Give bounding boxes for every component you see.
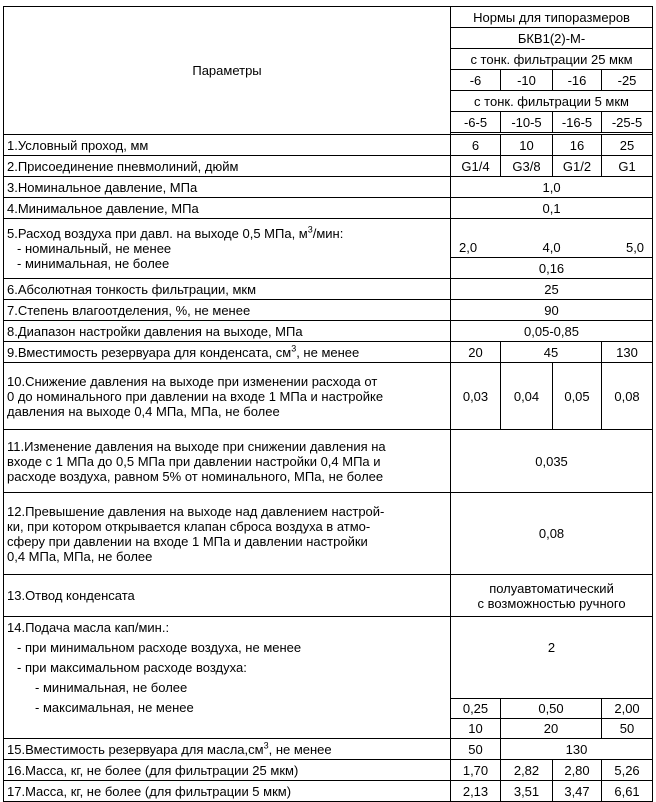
value-cell: 50 [451,739,501,760]
value-cell: 0,04 [501,363,553,430]
row-sub-label: - минимальная, не более [35,680,188,695]
row-label: 9.Вместимость резервуара для конденсата, $см^3$, не менее [4,342,451,363]
value-cell: 0,1 [451,198,653,219]
value-cell: G1/2 [553,156,602,177]
value-cell: 2 [451,617,653,699]
value-cell: 10 [501,135,553,156]
row-sub-label: - при максимальном расходе воздуха: [17,660,247,675]
row-label: 15.Вместимость резервуара для $масла,см^3$, не менее [4,739,451,760]
value-cell: 2,0 4,0 5,0 [451,219,653,258]
value-cell: 0,25 [451,699,501,719]
size-cell: -16 [553,70,602,91]
value-cell: 0,08 [602,363,653,430]
row-sub-label: - минимальная, не более [17,256,170,271]
row-label: 13.Отвод конденсата [4,575,451,617]
value-cell: 45 [501,342,602,363]
value-cell: 2,82 [501,760,553,781]
filter25-header: с тонк. фильтрации 25 мкм [451,49,653,70]
row-label: 10.Снижение давления на выходе при изменении расхода от 0 до номинального при давлении на входе 1 МПа и настройке давления на выходе 0,4 МПа, МПа, не более [4,363,451,430]
row-label: 2.Присоединение пневмолиний, дюйм [4,156,451,177]
value-cell: 0,035 [451,430,653,493]
row-label: 16.Масса, кг, не более (для фильтрации 25 мкм) [4,760,451,781]
row-label [4,617,451,739]
value-cell: 6,61 [602,781,653,802]
row-sub-label: - при минимальном расходе воздуха, не менее [17,640,302,655]
value-cell: 3,47 [553,781,602,802]
value-cell: 3,51 [501,781,553,802]
row-label: 8.Диапазон настройки давления на выходе, МПа [4,321,451,342]
row-label: 7.Степень влагоотделения, %, не менее [4,300,451,321]
row-label: 11.Изменение давления на выходе при снижении давления на входе с 1 МПа до 0,5 МПа при давлении настройки 0,4 МПа и расходе воздуха, равном 5% от номинального, МПа, не более [4,430,451,493]
size-cell: -10-5 [501,112,553,133]
row-label-line: 14.Подача масла кап/мин.: [7,620,170,635]
row-label: 1.Условный проход, мм [4,135,451,156]
value-cell: 0,50 [501,699,602,719]
value-cell: 0,05-0,85 [451,321,653,342]
value-cell: 1,70 [451,760,501,781]
value-cell: 5,26 [602,760,653,781]
value-cell: полуавтоматический с возможностью ручного [451,575,653,617]
value-cell: 90 [451,300,653,321]
value-cell: 0,08 [451,493,653,575]
row-label: 4.Минимальное давление, МПа [4,198,451,219]
value-cell: 10 [451,719,501,739]
value-cell: 130 [501,739,653,760]
model-header: БКВ1(2)-М- [451,28,653,49]
row-label: 17.Масса, кг, не более (для фильтрации 5 мкм) [4,781,451,802]
value-cell: 25 [451,279,653,300]
value-cell: 1,0 [451,177,653,198]
size-cell: -16-5 [553,112,602,133]
norms-header: Нормы для типоразмеров [451,7,653,28]
value-cell: 20 [451,342,501,363]
value-cell: 25 [602,135,653,156]
row-label: 12.Превышение давления на выходе над давлением настрой- ки, при котором открывается клапан сброса воздуха в атмо- сферу при давлении на входе 1 МПа и давлении настройки 0,4 МПа, МПа, не более [4,493,451,575]
row-label [4,219,451,279]
value-cell: 50 [602,719,653,739]
size-cell: -10 [501,70,553,91]
value-cell: G1 [602,156,653,177]
row-sub-label: - максимальная, не менее [35,700,194,715]
row-sub-label: - номинальный, не менее [17,241,172,256]
size-cell: -25 [602,70,653,91]
value-cell: G3/8 [501,156,553,177]
value-cell: 130 [602,342,653,363]
value-cell: G1/4 [451,156,501,177]
size-cell: -6-5 [451,112,501,133]
value-cell: 0,16 [451,258,653,279]
parameters-table [3,6,653,802]
filter5-header: с тонк. фильтрации 5 мкм [451,91,653,112]
params-header: Параметры [4,7,451,135]
size-cell: -6 [451,70,501,91]
value-cell: 0,03 [451,363,501,430]
value-cell: 6 [451,135,501,156]
row-label-line: 5.Расход воздуха при давл. на выходе 0,5 МПа, $м^3$/мин: [7,224,344,241]
value-cell: 20 [501,719,602,739]
row-label: 6.Абсолютная тонкость фильтрации, мкм [4,279,451,300]
size-cell: -25-5 [602,112,653,133]
value-cell: 2,00 [602,699,653,719]
value-cell: 2,13 [451,781,501,802]
value-cell: 0,05 [553,363,602,430]
value-cell: 2,80 [553,760,602,781]
row-label: 3.Номинальное давление, МПа [4,177,451,198]
value-cell: 16 [553,135,602,156]
